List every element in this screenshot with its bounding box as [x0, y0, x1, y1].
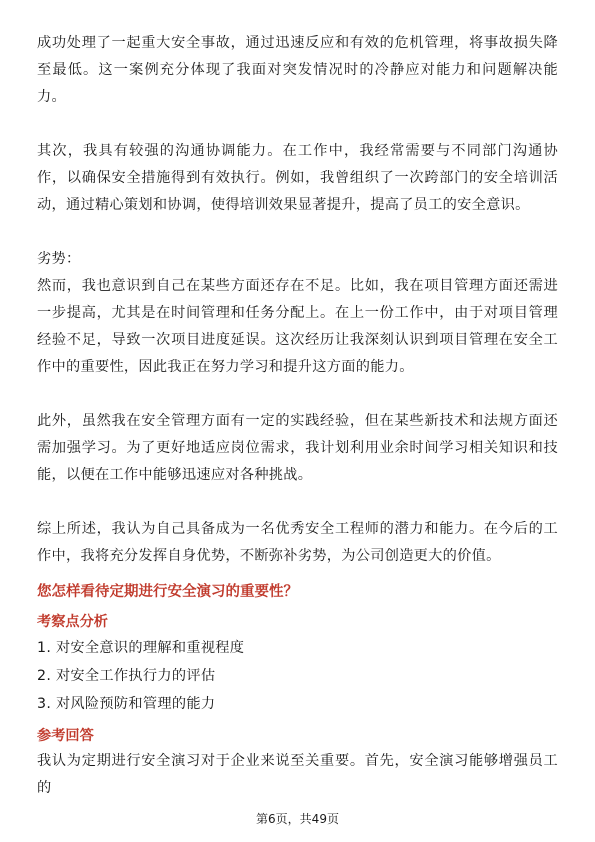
- list-item: 1. 对安全意识的理解和重视程度: [37, 640, 245, 656]
- weakness-label: 劣势：: [37, 251, 81, 267]
- paragraph-gap: [37, 489, 558, 516]
- paragraph-summary: 综上所述，我认为自己具备成为一名优秀安全工程师的潜力和能力。在今后的工作中，我将充分发挥自身优势，不断弥补劣势，为公司创造更大的价值。: [37, 521, 558, 564]
- analysis-heading: 考察点分析: [37, 614, 108, 630]
- question-title: 您怎样看待定期进行安全演习的重要性？: [37, 584, 298, 600]
- page-footer: 第6页，共49页: [256, 812, 339, 826]
- paragraph-weakness: 然而，我也意识到自己在某些方面还存在不足。比如，我在项目管理方面还需进一步提高，尤其是在时间管理和任务分配上。在上一份工作中，由于对项目管理经验不足，导致一次项目进度延误。这次经历让我深刻认识到项目管理在安全工作中的重要性，因此我正在努力学习和提升这方面的能力。: [37, 278, 558, 375]
- paragraph-further-learning: 此外，虽然我在安全管理方面有一定的实践经验，但在某些新技术和法规方面还需加强学习。为了更好地适应岗位需求，我计划利用业余时间学习相关知识和技能，以便在工作中能够迅速应对各种挑战。: [37, 413, 558, 483]
- paragraph-gap: [37, 219, 558, 246]
- list-item: 2. 对安全工作执行力的评估: [37, 668, 216, 684]
- document-page: [37, 30, 558, 802]
- paragraph-gap: [37, 381, 558, 408]
- answer-heading: 参考回答: [37, 728, 94, 744]
- paragraph-gap: [37, 111, 558, 138]
- analysis-list: [37, 634, 558, 718]
- paragraph-crisis-handling: 成功处理了一起重大安全事故，通过迅速反应和有效的危机管理，将事故损失降至最低。这一案例充分体现了我面对突发情况时的冷静应对能力和问题解决能力。: [37, 35, 558, 105]
- answer-text: 我认为定期进行安全演习对于企业来说至关重要。首先，安全演习能够增强员工的: [37, 753, 558, 796]
- list-item: 3. 对风险预防和管理的能力: [37, 696, 216, 712]
- paragraph-communication: 其次，我具有较强的沟通协调能力。在工作中，我经常需要与不同部门沟通协作，以确保安全措施得到有效执行。例如，我曾组织了一次跨部门的安全培训活动，通过精心策划和协调，使得培训效果显著提升，提高了员工的安全意识。: [37, 143, 558, 213]
